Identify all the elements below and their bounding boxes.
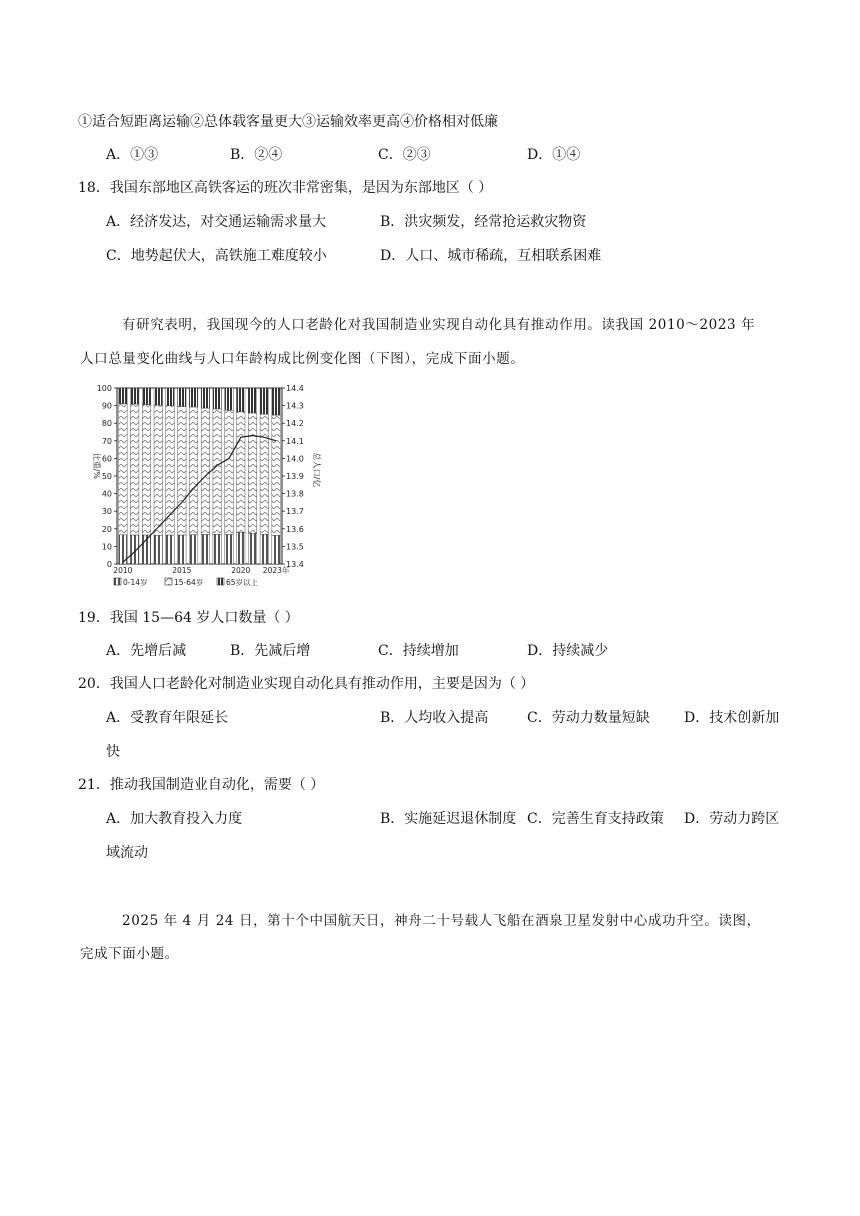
left-tick-label: 30 [101,507,112,517]
bar-65-plus-2015 [178,388,186,406]
q19-option-d[interactable]: D．持续减少 [527,643,609,659]
bar-15-64-2014 [166,406,174,535]
left-tick-label: 90 [101,401,112,411]
bar-0-14-2022 [260,534,268,564]
q17-option-c[interactable]: C．②③ [378,147,431,163]
bar-65-plus-2014 [166,388,174,406]
left-tick-label: 20 [101,524,112,534]
bar-15-64-2010 [119,404,127,535]
bar-65-plus-2012 [142,388,150,405]
right-tick-label: 13.4 [286,560,304,569]
bar-65-plus-2010 [119,388,127,404]
right-tick-label: 13.7 [286,507,304,517]
bar-65-plus-2020 [237,388,245,412]
q20-option-a[interactable]: A．受教育年限延长 [106,710,229,726]
left-tick-label: 80 [101,419,112,429]
passage2-line2: 完成下面小题。 [80,946,179,962]
bar-0-14-2013 [154,535,162,564]
q17-option-a[interactable]: A．①③ [106,147,159,163]
bar-15-64-2022 [260,414,268,534]
bar-15-64-2011 [130,404,138,535]
bar-65-plus-2018 [213,388,221,409]
left-tick-label: 0 [106,560,112,569]
legend-swatch-0 [114,578,121,585]
q18-option-c[interactable]: C．地势起伏大，高铁施工难度较小 [106,248,327,264]
legend-label-1: 15-64岁 [174,578,204,587]
population-chart [82,380,332,595]
q21-option-d[interactable]: D．劳动力跨区 [684,811,780,827]
bar-15-64-2023 [272,415,280,535]
bar-0-14-2019 [225,534,233,564]
q21-option-c[interactable]: C．完善生育支持政策 [527,811,664,827]
q18-option-d[interactable]: D．人口、城市稀疏，互相联系困难 [380,248,602,264]
x-tick-label: 2020 [231,566,251,575]
bar-0-14-2021 [248,533,256,564]
bar-15-64-2016 [189,407,197,535]
left-tick-label: 70 [101,436,112,446]
q20-option-d[interactable]: D．技术创新加 [684,710,780,726]
q21-stem: 21．推动我国制造业自动化，需要（ ） [78,777,325,793]
bar-65-plus-2023 [272,388,280,415]
bar-15-64-2015 [178,406,186,534]
x-tick-label: 2023年 [262,566,290,575]
passage1-line2: 人口总量变化曲线与人口年龄构成比例变化图（下图），完成下面小题。 [80,351,525,367]
q21-option-d-wrap: 域流动 [106,845,148,861]
bar-65-plus-2017 [201,388,209,408]
bar-65-plus-2022 [260,388,268,414]
right-tick-label: 13.8 [286,489,304,499]
right-tick-label: 13.5 [286,542,304,552]
passage2-line1: 2025 年 4 月 24 日，第十个中国航天日，神舟二十号载人飞船在酒泉卫星发射中心成功升空。读图， [122,913,761,929]
right-tick-label: 14.0 [286,454,304,464]
left-axis-label: 比重/% [92,452,101,480]
right-tick-label: 14.3 [286,401,304,411]
q19-option-a[interactable]: A．先增后减 [106,643,187,659]
left-tick-label: 60 [101,454,112,464]
right-tick-label: 13.6 [286,524,304,534]
q18-option-a[interactable]: A．经济发达，对交通运输需求量大 [106,214,327,230]
bar-0-14-2023 [272,535,280,564]
bar-0-14-2016 [189,535,197,564]
q18-option-b[interactable]: B．洪灾频发，经常抢运救灾物资 [380,214,587,230]
plot-frame [117,388,282,564]
q20-option-b[interactable]: B．人均收入提高 [380,710,489,726]
left-tick-label: 50 [101,472,112,481]
q20-option-d-wrap: 快 [106,744,120,760]
bar-15-64-2020 [237,412,245,533]
bar-65-plus-2019 [225,388,233,410]
bar-65-plus-2016 [189,388,197,407]
bar-65-plus-2013 [154,388,162,405]
bar-65-plus-2011 [130,388,138,404]
bar-0-14-2018 [213,534,221,564]
right-tick-label: 13.9 [286,472,304,481]
right-axis-label: 总人口/亿 [312,452,321,488]
bar-0-14-2017 [201,534,209,564]
q18-stem: 18．我国东部地区高铁客运的班次非常密集，是因为东部地区（ ） [78,180,493,196]
q17-option-b[interactable]: B．②④ [230,147,283,163]
q21-option-b[interactable]: B．实施延迟退休制度 [380,811,517,827]
right-tick-label: 14.4 [286,384,304,393]
bar-15-64-2013 [154,405,162,535]
x-tick-label: 2015 [172,566,192,575]
left-tick-label: 40 [101,489,112,499]
q17-option-d[interactable]: D．①④ [527,147,581,163]
legend-swatch-2 [217,578,224,585]
legend-label-2: 65岁以上 [226,578,259,587]
bar-0-14-2020 [237,532,245,564]
left-tick-label: 10 [101,542,112,552]
right-tick-label: 14.1 [286,436,304,446]
right-tick-label: 14.2 [286,419,304,429]
bar-0-14-2015 [178,535,186,564]
legend-swatch-1 [165,578,172,585]
q20-stem: 20．我国人口老龄化对制造业实现自动化具有推动作用，主要是因为（ ） [78,676,535,692]
legend-label-0: 0-14岁 [123,578,148,587]
bar-15-64-2017 [201,408,209,534]
bar-15-64-2019 [225,410,233,534]
q19-stem: 19．我国 15—64 岁人口数量（ ） [78,610,299,626]
q19-option-c[interactable]: C．持续增加 [378,643,459,659]
bar-65-plus-2021 [248,388,256,413]
x-tick-label: 2010 [113,566,133,575]
q19-option-b[interactable]: B．先减后增 [230,643,311,659]
q17-stem: ①适合短距离运输②总体载客量更大③运输效率更高④价格相对低廉 [78,114,498,130]
passage1-line1: 有研究表明，我国现今的人口老龄化对我国制造业实现自动化具有推动作用。读我国 2010～2023 年 [122,317,756,333]
q20-option-c[interactable]: C．劳动力数量短缺 [527,710,650,726]
bar-15-64-2012 [142,405,150,535]
bar-0-14-2014 [166,535,174,564]
left-tick-label: 100 [96,384,112,393]
bar-15-64-2021 [248,413,256,533]
bar-15-64-2018 [213,409,221,534]
q21-option-a[interactable]: A．加大教育投入力度 [106,811,243,827]
